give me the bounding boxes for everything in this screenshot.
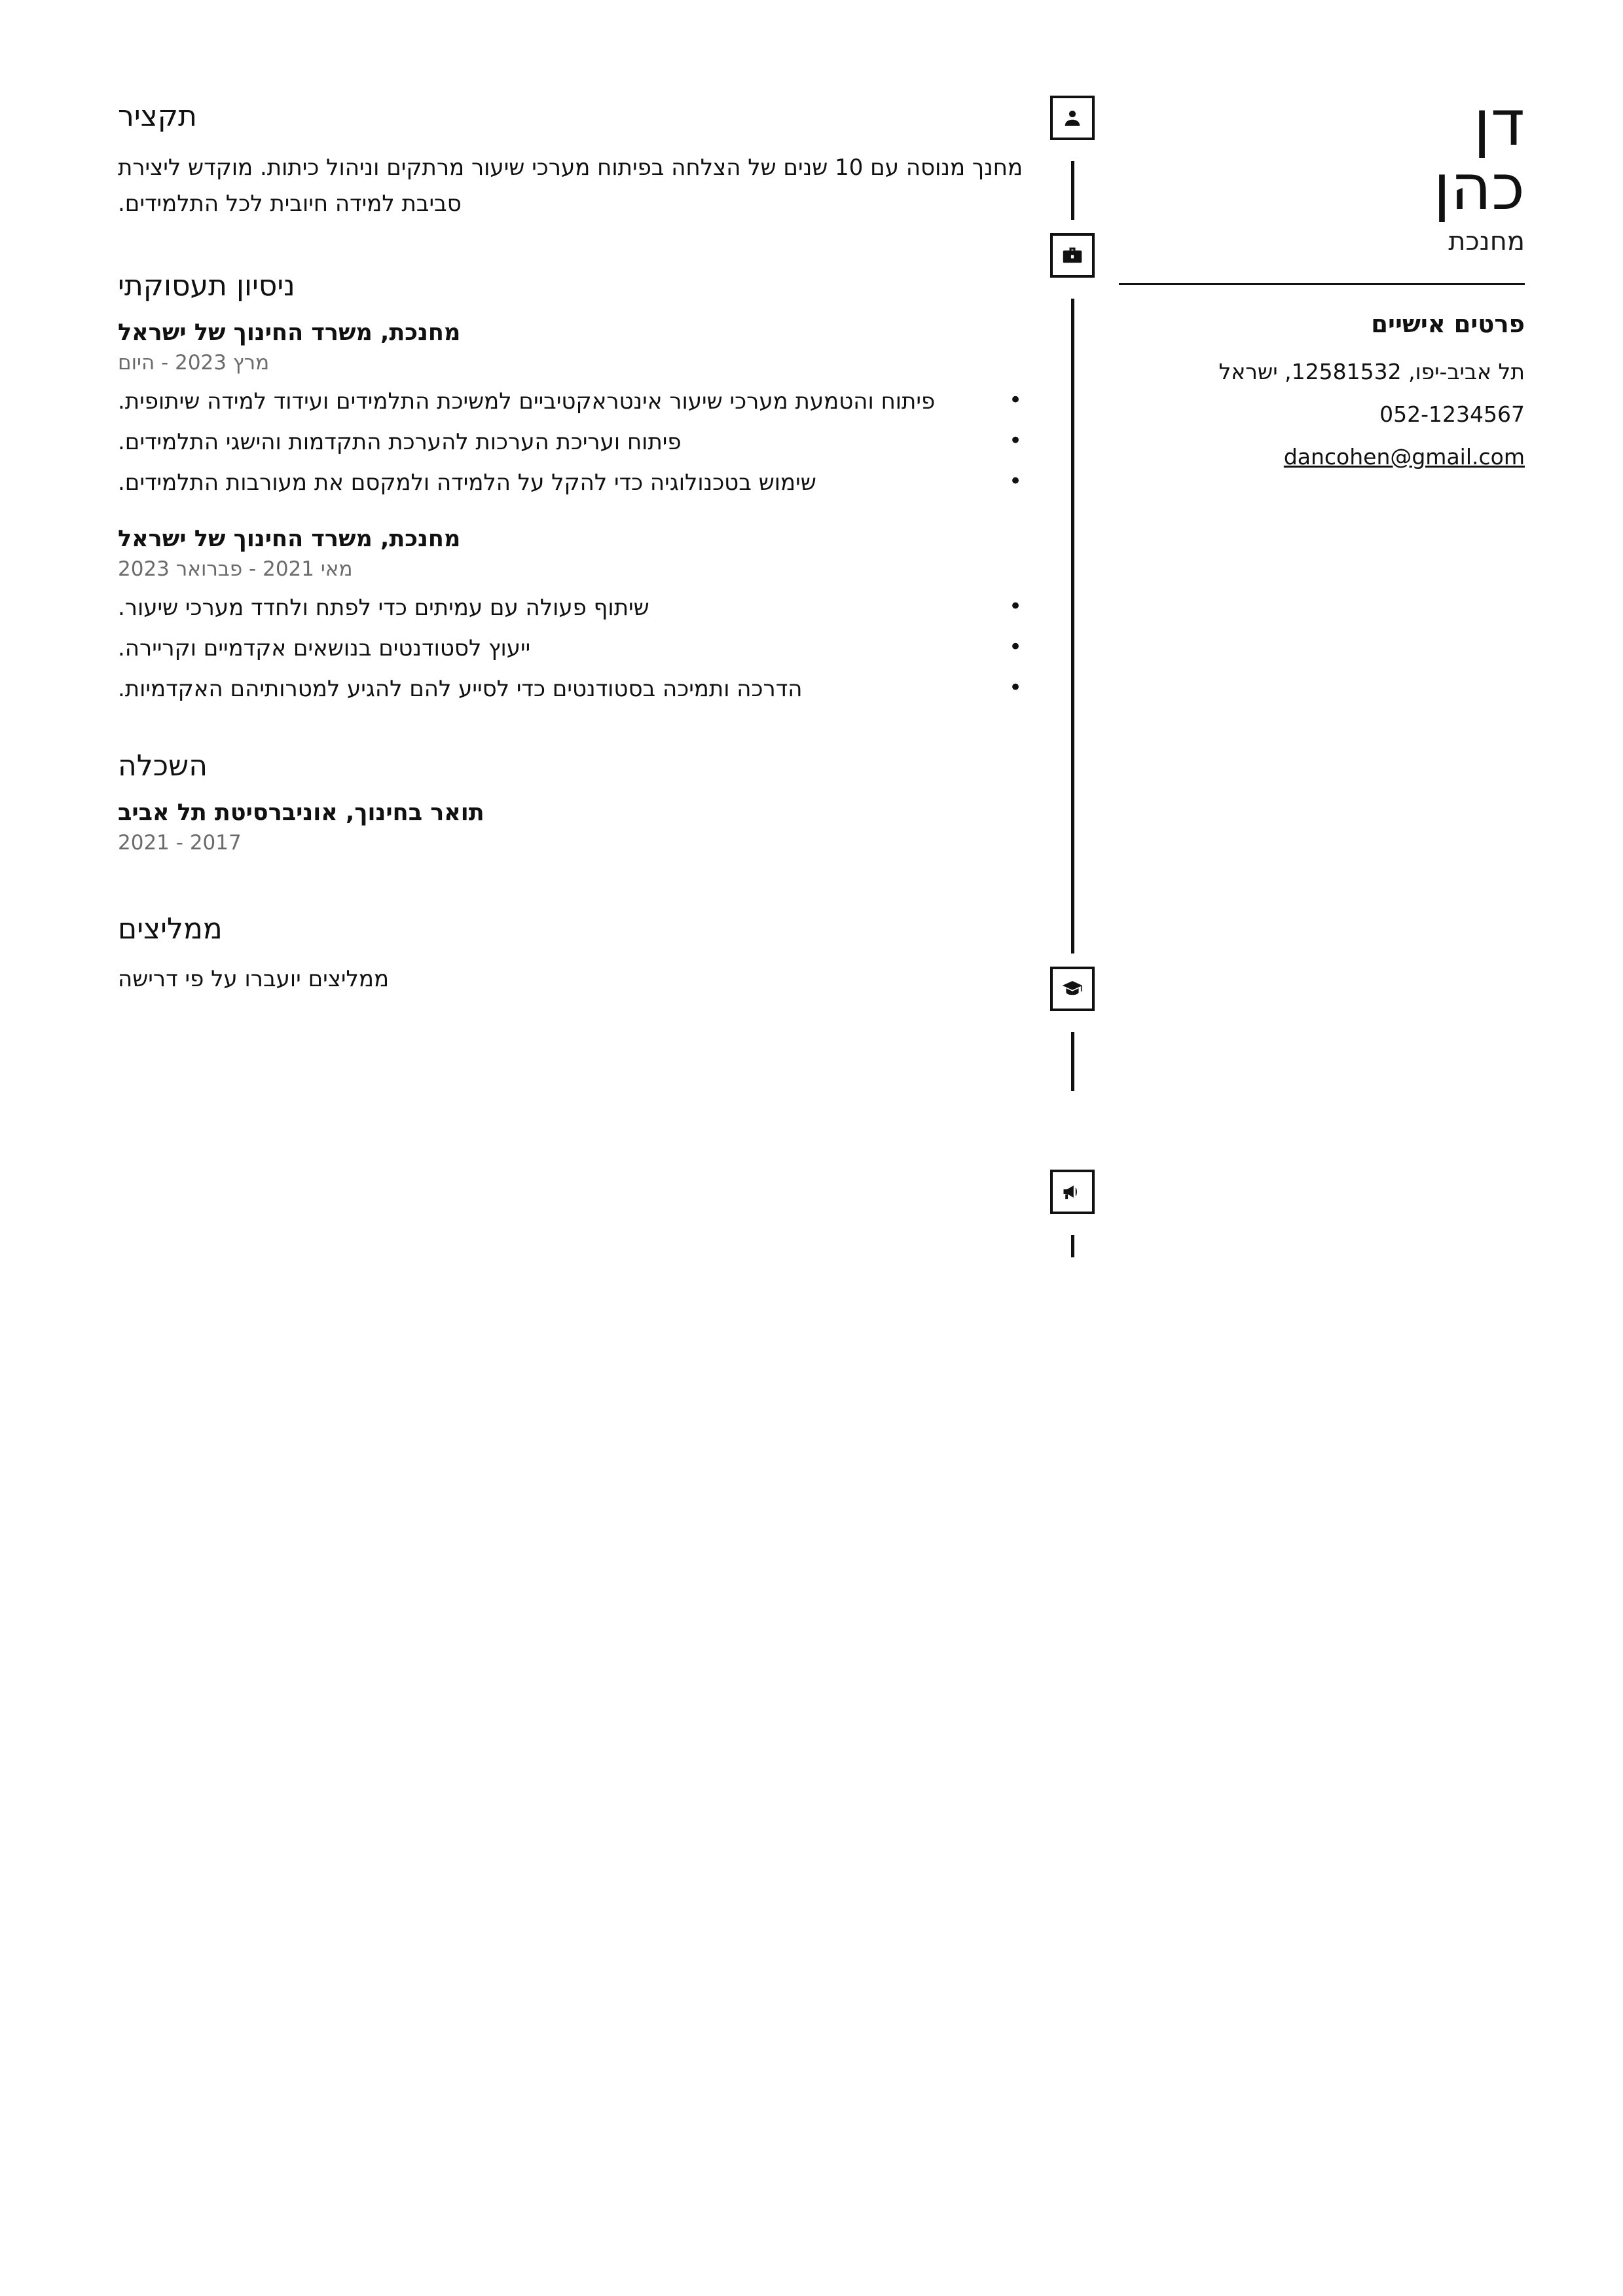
contact-address: תל אביב-יפו, 12581532, ישראל bbox=[1218, 358, 1525, 384]
rail-segment-education bbox=[1071, 1032, 1074, 1091]
megaphone-icon bbox=[1050, 1170, 1095, 1214]
section-summary bbox=[118, 100, 1027, 222]
contact-email[interactable]: dancohen@gmail.com bbox=[1283, 444, 1525, 470]
job-title: מחנכת bbox=[1448, 226, 1525, 257]
candidate-name bbox=[1119, 86, 1525, 224]
references-text: ממליצים יועברו על פי דרישה bbox=[118, 966, 390, 993]
list-item: • ייעוץ לסטודנטים בנושאים אקדמיים וקריירה. bbox=[118, 632, 1027, 666]
section-education-title: השכלה bbox=[118, 749, 208, 783]
rail-segment-summary bbox=[1071, 161, 1074, 220]
experience-entry-bullets bbox=[118, 385, 1027, 500]
section-references-body bbox=[118, 963, 1027, 996]
education-entry-title: תואר בחינוך, אוניברסיטת תל אביב bbox=[118, 800, 484, 826]
experience-entry bbox=[118, 320, 1027, 500]
list-item: • הדרכה ותמיכה בסטודנטים כדי לסייע להם להגיע למטרותיהם האקדמיות. bbox=[118, 673, 1027, 707]
list-item: • שימוש בטכנולוגיה כדי להקל על הלמידה ולמקסם את מעורבות התלמידים. bbox=[118, 466, 1027, 500]
resume-layout bbox=[98, 79, 1525, 996]
section-education-body bbox=[118, 800, 1027, 855]
last-name: כהן bbox=[1433, 150, 1525, 224]
section-summary-title: תקציר bbox=[118, 100, 197, 133]
contact-phone: 052-1234567 bbox=[1379, 401, 1525, 427]
summary-text: מחנך מנוסה עם 10 שנים של הצלחה בפיתוח מערכי שיעור מרתקים וניהול כיתות. מוקדש ליצירת סביבת למידה חיובית לכל התלמידים. bbox=[118, 155, 1023, 217]
experience-entry bbox=[118, 526, 1027, 706]
experience-entry-title: מחנכת, משרד החינוך של ישראל bbox=[118, 320, 461, 346]
section-summary-body bbox=[118, 150, 1027, 222]
list-item: • שיתוף פעולה עם עמיתים כדי לפתח ולחדד מערכי שיעור. bbox=[118, 591, 1027, 625]
section-experience-body bbox=[118, 320, 1027, 706]
section-experience bbox=[118, 269, 1027, 706]
rail-segment-references bbox=[1071, 1235, 1074, 1257]
briefcase-icon bbox=[1050, 233, 1095, 278]
header-contact-column bbox=[1119, 79, 1525, 483]
body-column bbox=[98, 79, 1027, 996]
section-experience-title: ניסיון תעסוקתי bbox=[118, 269, 295, 303]
education-entry bbox=[118, 800, 1027, 855]
rail-segment-experience bbox=[1071, 299, 1074, 954]
list-item: • פיתוח ועריכת הערכות להערכת התקדמות והישגי התלמידים. bbox=[118, 426, 1027, 460]
person-icon bbox=[1050, 96, 1095, 140]
section-references bbox=[118, 912, 1027, 996]
graduation-cap-icon bbox=[1050, 967, 1095, 1011]
first-name: דן bbox=[1473, 86, 1525, 160]
contact-heading: פרטים אישיים bbox=[1371, 309, 1525, 338]
list-item: • פיתוח והטמעת מערכי שיעור אינטראקטיביים למשיכת התלמידים ועידוד למידה שיתופית. bbox=[118, 385, 1027, 419]
experience-entry-dates: מרץ 2023 - היום bbox=[118, 351, 270, 375]
header-divider bbox=[1119, 283, 1525, 285]
education-entry-dates: 2017 - 2021 bbox=[118, 831, 242, 855]
experience-entry-title: מחנכת, משרד החינוך של ישראל bbox=[118, 526, 461, 553]
section-references-title: ממליצים bbox=[118, 912, 223, 946]
section-education bbox=[118, 749, 1027, 855]
experience-entry-dates: מאי 2021 - פברואר 2023 bbox=[118, 557, 353, 582]
experience-entry-bullets bbox=[118, 591, 1027, 706]
